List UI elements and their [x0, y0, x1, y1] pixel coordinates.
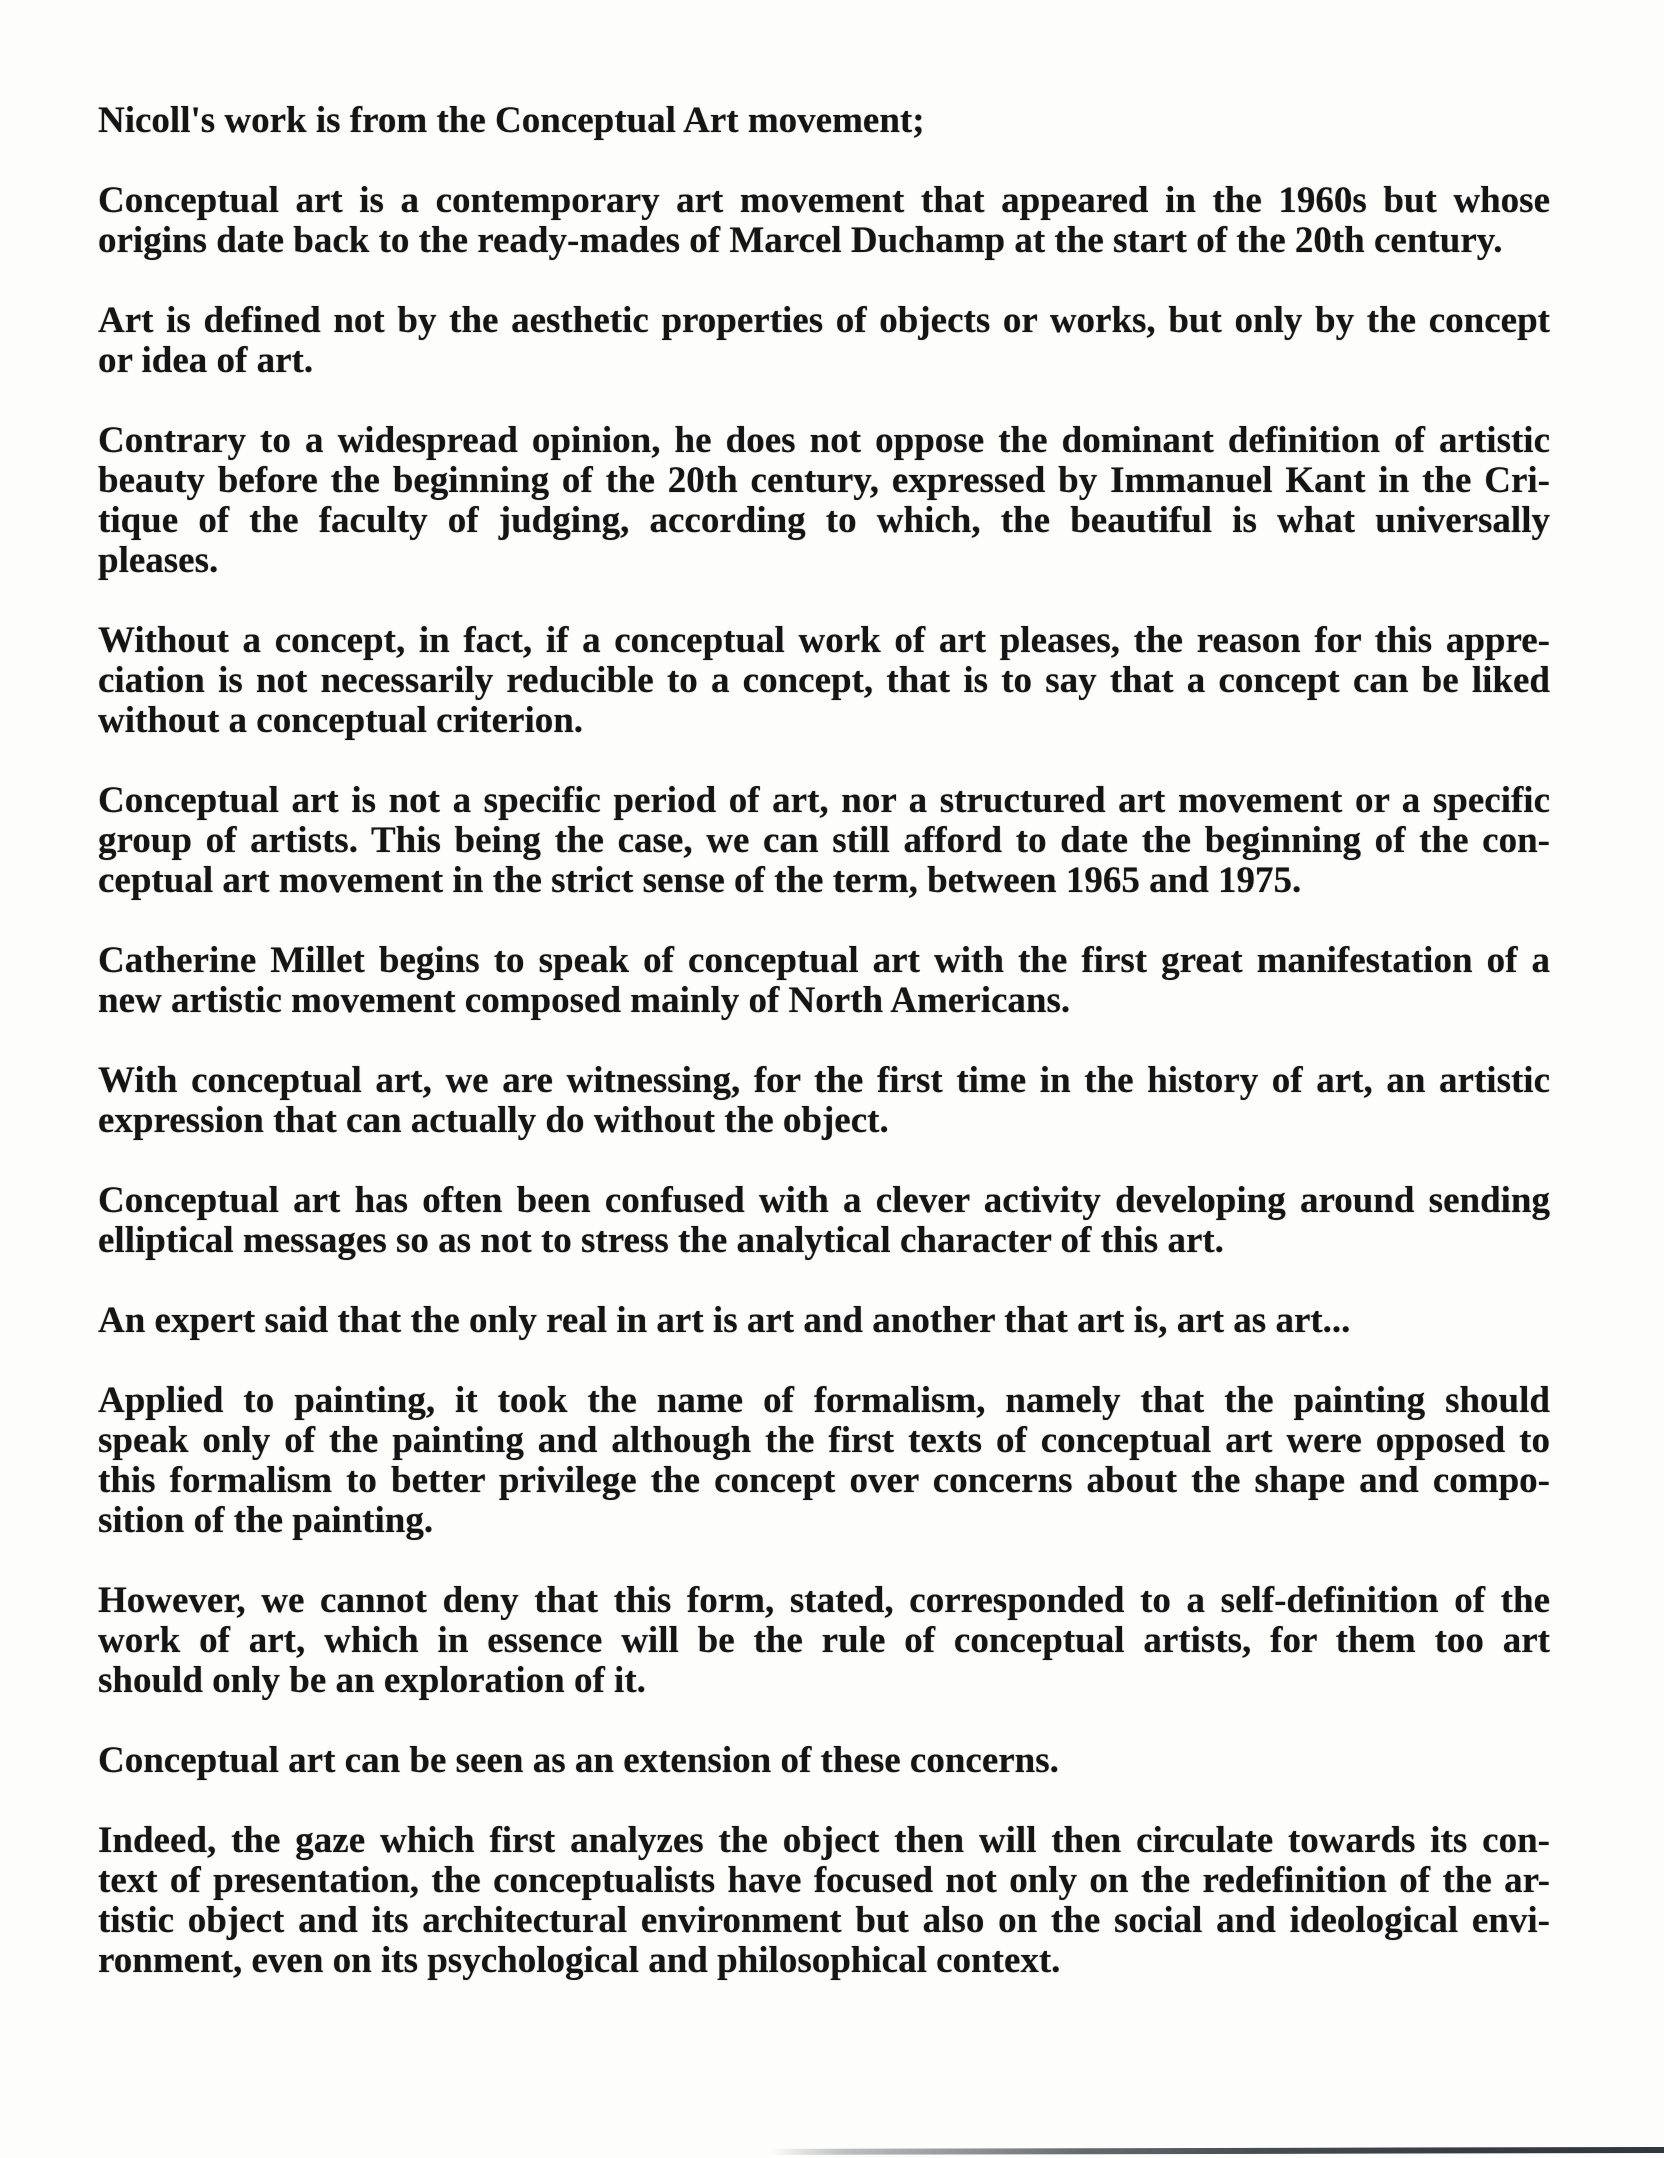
text-line: or idea of art.: [98, 340, 314, 381]
paragraph: [98, 421, 1550, 581]
text-line: text of presentation, the conceptualists have focused not only on the redefinition of the ar-: [98, 1860, 1550, 1901]
text-line: With conceptual art, we are witnessing, for the first time in the history of art, an artistic: [98, 1060, 1550, 1101]
paragraph: [98, 301, 1550, 381]
paragraph: [98, 781, 1550, 901]
paragraph: [98, 1741, 1550, 1781]
text-line: ceptual art movement in the strict sense of the term, between 1965 and 1975.: [98, 860, 1302, 901]
text-line: Without a concept, in fact, if a conceptual work of art pleases, the reason for this appre-: [98, 620, 1550, 661]
text-line: pleases.: [98, 540, 219, 581]
text-line: However, we cannot deny that this form, stated, corresponded to a self-definition of the: [98, 1580, 1550, 1621]
text-line: without a conceptual criterion.: [98, 700, 584, 741]
text-line: origins date back to the ready-mades of Marcel Duchamp at the start of the 20th century.: [98, 220, 1503, 261]
text-line: this formalism to better privilege the concept over concerns about the shape and compo-: [98, 1460, 1550, 1501]
text-line: tistic object and its architectural environment but also on the social and ideological envi-: [98, 1900, 1550, 1941]
paragraph: [98, 621, 1550, 741]
text-line: Conceptual art is not a specific period of art, nor a structured art movement or a specific: [98, 780, 1550, 821]
text-line: Conceptual art is a contemporary art movement that appeared in the 1960s but whose: [98, 180, 1550, 221]
paragraph: [98, 101, 1550, 141]
paragraph: [98, 1061, 1550, 1141]
text-line: Indeed, the gaze which first analyzes the object then will then circulate towards its con-: [98, 1820, 1550, 1861]
paragraph: [98, 1581, 1550, 1701]
text-line: Conceptual art has often been confused with a clever activity developing around sending: [98, 1180, 1550, 1221]
text-line: ronment, even on its psychological and philosophical context.: [98, 1940, 1061, 1981]
text-line: ciation is not necessarily reducible to a concept, that is to say that a concept can be liked: [98, 660, 1550, 701]
text-line: expression that can actually do without the object.: [98, 1100, 889, 1141]
text-line: work of art, which in essence will be the rule of conceptual artists, for them too art: [98, 1620, 1550, 1661]
paragraph: [98, 1381, 1550, 1541]
text-line: group of artists. This being the case, we can still afford to date the beginning of the con-: [98, 820, 1550, 861]
text-line: Applied to painting, it took the name of formalism, namely that the painting should: [98, 1380, 1550, 1421]
text-line: sition of the painting.: [98, 1500, 434, 1541]
document-body: [98, 101, 1550, 2021]
paragraph: [98, 181, 1550, 261]
text-line: elliptical messages so as not to stress the analytical character of this art.: [98, 1220, 1224, 1261]
text-line: should only be an exploration of it.: [98, 1660, 646, 1701]
paragraph: [98, 1181, 1550, 1261]
text-line: tique of the faculty of judging, according to which, the beautiful is what universally: [98, 500, 1550, 541]
text-line: Nicoll's work is from the Conceptual Art movement;: [98, 100, 925, 141]
text-line: speak only of the painting and although the first texts of conceptual art were opposed to: [98, 1420, 1550, 1461]
text-line: new artistic movement composed mainly of North Americans.: [98, 980, 1071, 1021]
text-line: Catherine Millet begins to speak of conceptual art with the first great manifestation of a: [98, 940, 1550, 981]
text-line: beauty before the beginning of the 20th century, expressed by Immanuel Kant in the Cri-: [98, 460, 1550, 501]
text-line: Conceptual art can be seen as an extension of these concerns.: [98, 1740, 1059, 1781]
text-line: An expert said that the only real in art is art and another that art is, art as art...: [98, 1300, 1351, 1341]
text-line: Art is defined not by the aesthetic properties of objects or works, but only by the concept: [98, 300, 1550, 341]
paragraph: [98, 941, 1550, 1021]
paragraph: [98, 1821, 1550, 1981]
scan-artifact-line: [770, 2147, 1664, 2155]
text-line: Contrary to a widespread opinion, he does not oppose the dominant definition of artistic: [98, 420, 1550, 461]
paragraph: [98, 1301, 1550, 1341]
